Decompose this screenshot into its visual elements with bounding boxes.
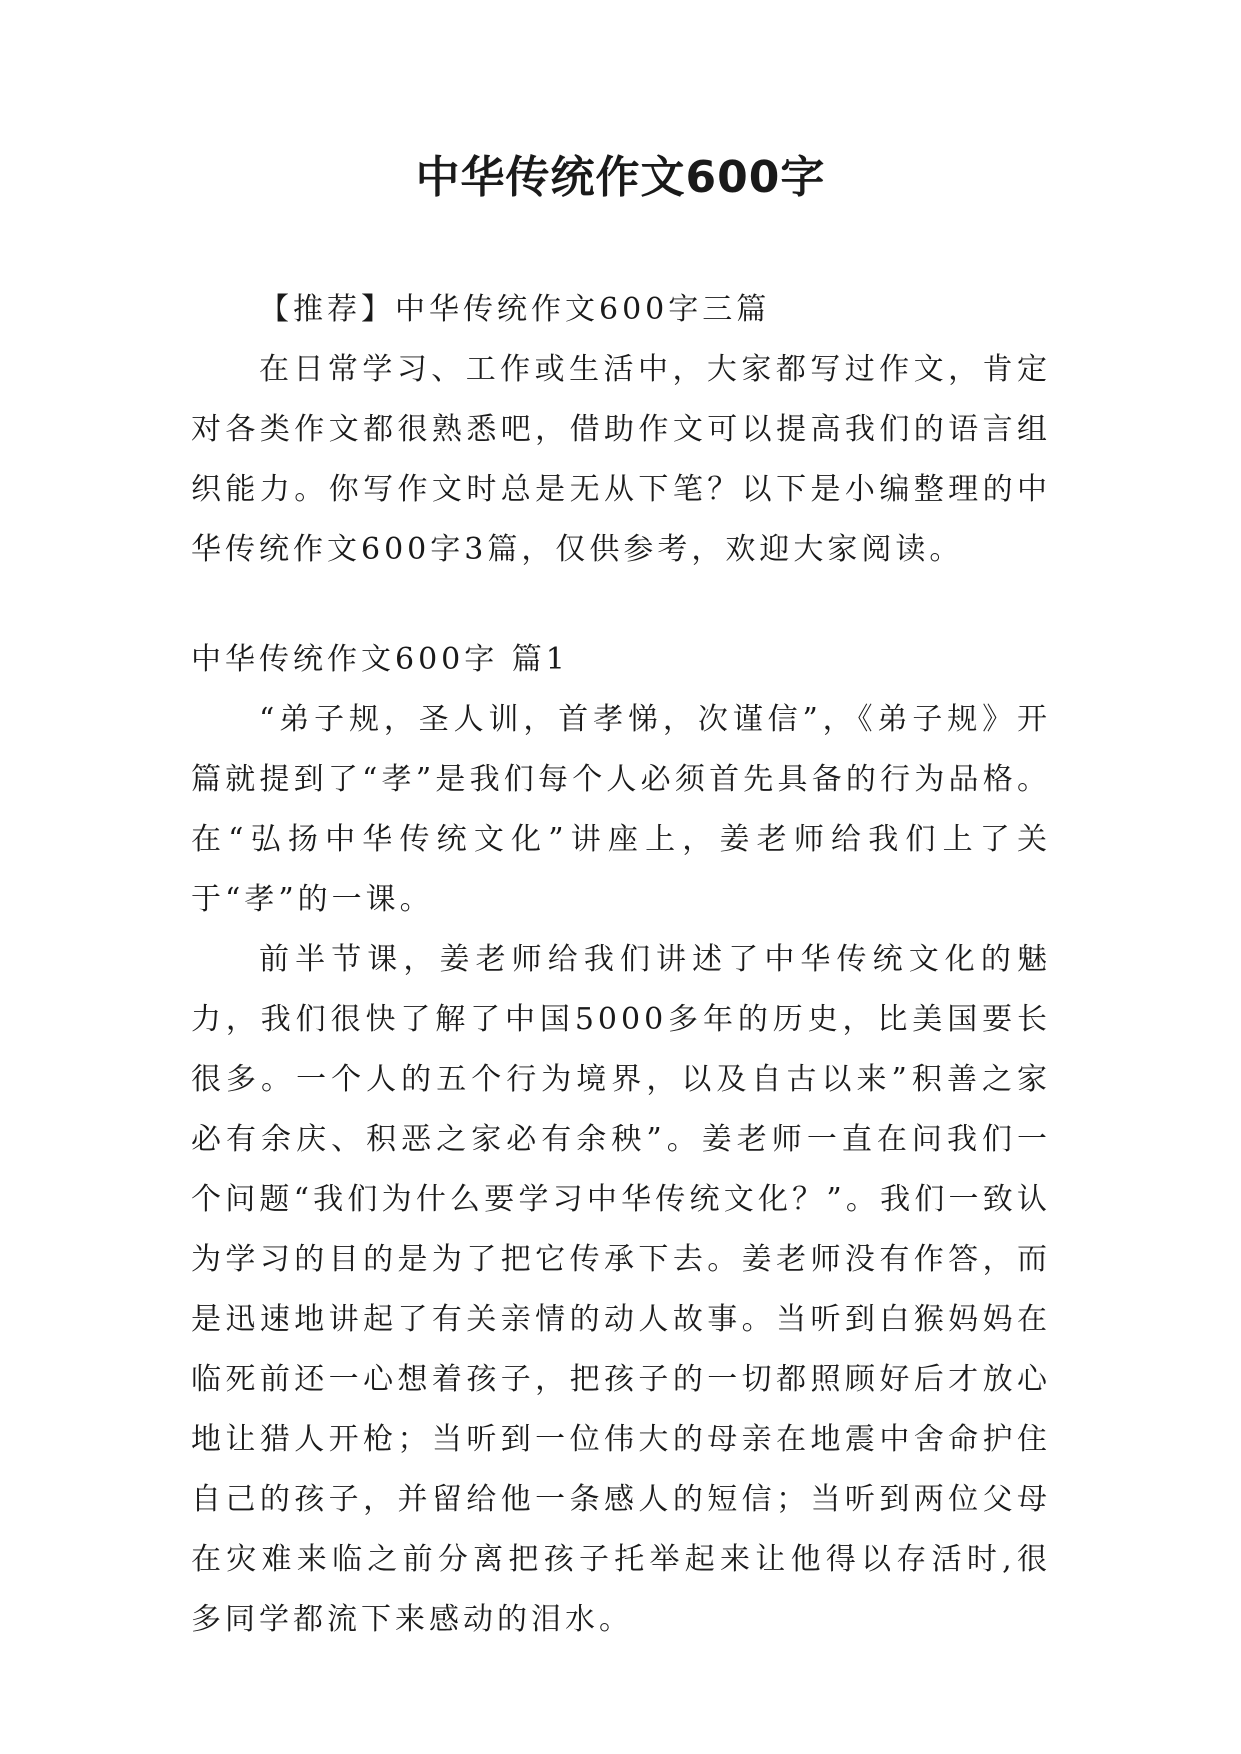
section-1-heading: 中华传统作文600字 篇1 <box>191 642 569 677</box>
section-spacer <box>191 580 1051 630</box>
document-body <box>191 280 1051 1650</box>
section-1-paragraph-1: “弟子规，圣人训，首孝悌，次谨信”，《弟子规》开篇就提到了“孝”是我们每个人必须首先具备的行为品格。在“弘扬中华传统文化”讲座上，姜老师给我们上了关于“孝”的一课。 <box>191 702 1051 917</box>
document-title: 中华传统作文600字 <box>415 152 826 203</box>
section-1-paragraph-2: 前半节课，姜老师给我们讲述了中华传统文化的魅力，我们很快了解了中国5000多年的历史，比美国要长很多。一个人的五个行为境界，以及自古以来”积善之家必有余庆、积恶之家必有余秧”。姜老师一直在问我们一个问题“我们为什么要学习中华传统文化？”。我们一致认为学习的目的是为了把它传承下去。姜老师没有作答，而是迅速地讲起了有关亲情的动人故事。当听到白猴妈妈在临死前还一心想着孩子，把孩子的一切都照顾好后才放心地让猎人开枪；当听到一位伟大的母亲在地震中舍命护住自己的孩子，并留给他一条感人的短信；当听到两位父母在灾难来临之前分离把孩子托举起来让他得以存活时,很多同学都流下来感动的泪水。 <box>191 942 1051 1637</box>
intro-heading: 【推荐】中华传统作文600字三篇 <box>259 292 771 327</box>
intro-paragraph: 在日常学习、工作或生活中，大家都写过作文，肯定对各类作文都很熟悉吧，借助作文可以提高我们的语言组织能力。你写作文时总是无从下笔？以下是小编整理的中华传统作文600字3篇，仅供参考，欢迎大家阅读。 <box>191 352 1051 567</box>
